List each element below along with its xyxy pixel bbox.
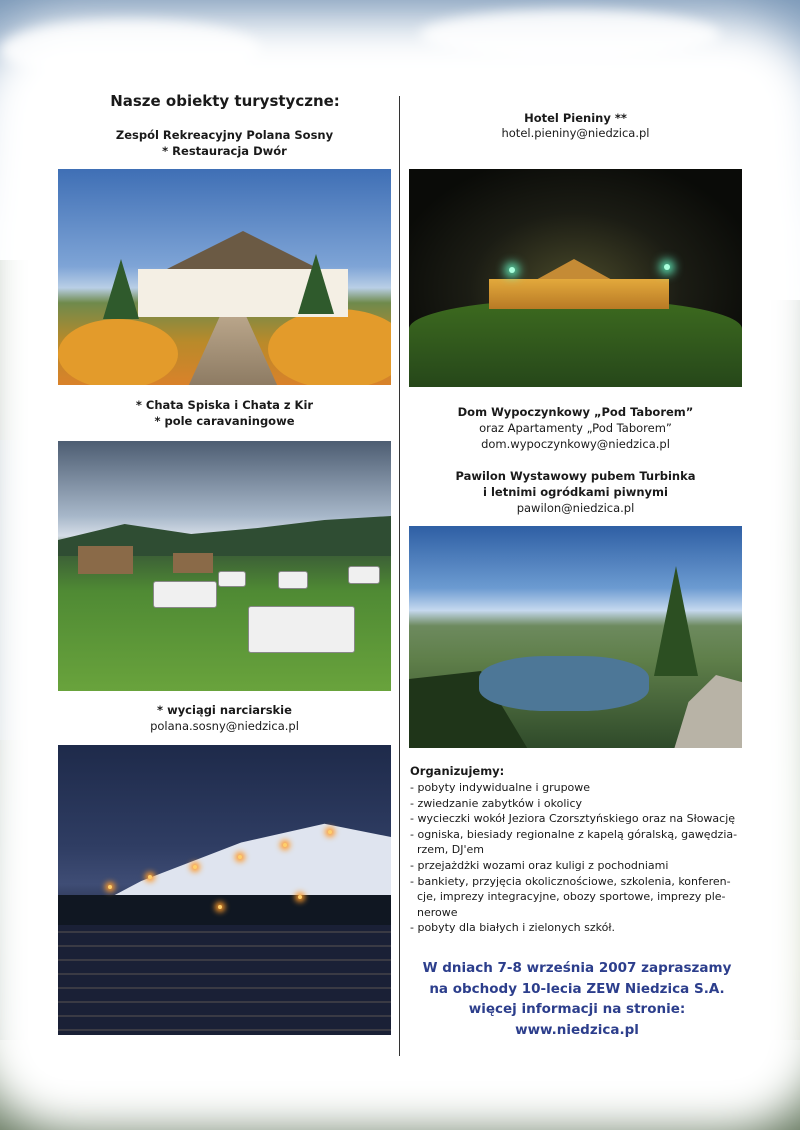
item2-subtitle: * pole caravaningowe [154,414,295,428]
shrub [268,309,391,385]
item1-subtitle: * Restauracja Dwór [162,144,287,158]
activities-title: Organizujemy: [410,764,505,778]
pawilon-email[interactable]: pawilon@niedzica.pl [516,501,635,515]
promo-announcement [405,958,749,1040]
photo-ski-slope-night [58,745,391,1035]
camper-van [348,566,380,584]
activities-list [410,780,746,936]
hotel-roof [534,259,614,281]
list-item: - pobyty indywidualne i grupowe [410,781,591,794]
item3-email[interactable]: polana.sosny@niedzica.pl [150,719,299,733]
lawn [409,299,742,387]
photo-lake-valley [409,526,742,748]
column-divider [399,96,400,1056]
lamp-light [664,264,670,270]
shrub [58,319,178,385]
promo-line: na obchody 10-lecia ZEW Niedzica S.A. [429,980,725,997]
hotel-name: Hotel Pieniny ** [524,111,627,125]
lamp-light [509,267,515,273]
slope-light [238,855,242,859]
list-item: cje, imprezy integracyjne, obozy sportowe, imprezy ple- [417,890,726,904]
promo-line: więcej informacji na stronie: [468,1001,686,1017]
pine-tree [654,566,698,676]
slope-light [328,830,332,834]
rock-cliff [639,666,742,748]
item2-title: * Chata Spiska i Chata z Kir [135,398,314,412]
camper-van [218,571,246,587]
dom-email[interactable]: dom.wypoczynkowy@niedzica.pl [481,437,670,451]
treeline [58,895,391,925]
website-link[interactable]: www.niedzica.pl [515,1021,639,1038]
hotel-email[interactable]: hotel.pieniny@niedzica.pl [501,126,650,140]
tree [103,259,139,319]
list-item: - zwiedzanie zabytków i okolicy [410,796,583,810]
lake-reflection [58,925,391,1035]
list-item: nerowe [417,905,458,919]
pawilon-subtitle: i letnimi ogródkami piwnymi [483,485,668,499]
hotel-building [489,279,669,309]
list-item: - ogniska, biesiady regionalne z kapelą góralską, gawędzia- [410,827,738,841]
slope-light [298,895,302,899]
photo-camping-field [58,441,391,691]
slope-light [193,865,197,869]
camper-van [153,581,217,608]
garden-path [188,317,278,385]
tree [298,254,334,314]
photo-hotel-night [409,169,742,387]
camper-van [248,606,355,653]
list-item: rzem, DJ'em [417,843,484,857]
list-item: - pobyty dla białych i zielonych szkół. [410,921,615,935]
slope-light [108,885,112,889]
camper-van [278,571,308,589]
slope-light [218,905,222,909]
slope-light [148,875,152,879]
pawilon-title: Pawilon Wystawowy pubem Turbinka [455,469,696,483]
item1-title: Zespól Rekreacyjny Polana Sosny [115,128,334,142]
promo-line: W dniach 7-8 września 2007 zapraszamy [422,960,732,976]
item3-title: * wyciągi narciarskie [157,703,292,717]
wooden-hut [173,553,213,573]
dom-name: Dom Wypoczynkowy „Pod Taborem” [457,405,694,419]
dom-extra: oraz Apartamenty „Pod Taborem” [479,421,672,435]
slope-light [283,843,287,847]
list-item: - wycieczki wokół Jeziora Czorsztyńskiego oraz na Słowację [410,812,736,826]
wooden-hut [78,546,133,574]
lake [479,656,649,711]
section-heading: Nasze obiekty turystyczne: [110,92,340,110]
photo-manor-house [58,169,391,385]
list-item: - przejażdżki wozami oraz kuligi z pochodniami [410,858,669,872]
list-item: - bankiety, przyjęcia okolicznościowe, szkolenia, konferen- [410,874,731,888]
